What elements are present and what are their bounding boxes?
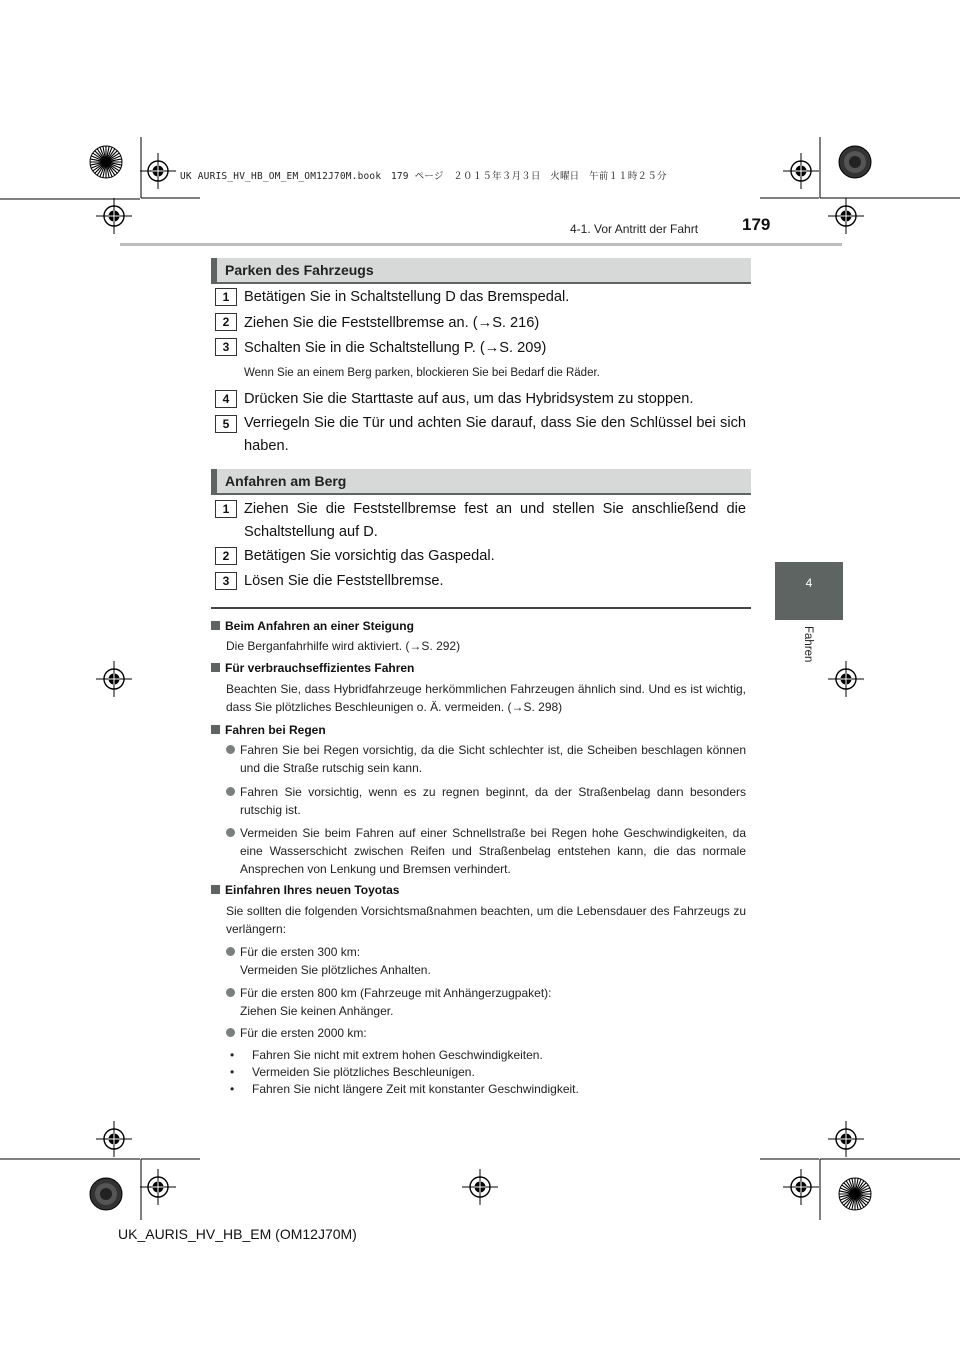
bullet-dot-icon: • [230,1082,235,1096]
section-title: 4-1. Vor Antritt der Fahrt [570,222,699,236]
bullet-dot-icon [226,787,235,796]
bullet-text: Fahren Sie bei Regen vorsichtig, da die Sicht schlechter ist, die Scheiben beschlagen können und die Straße rutschig sein kann. [240,743,746,775]
section-heading-parking [211,258,751,284]
bullet-dot-icon [226,745,235,754]
bullet-item [226,741,746,777]
step-text: Drücken Sie die Starttaste auf aus, um das Hybridsystem zu stoppen. [244,391,694,407]
bullet-dot-icon [226,988,235,997]
parking-note: Wenn Sie an einem Berg parken, blockieren Sie bei Bedarf die Räder. [244,367,600,379]
info-title-text: Beim Anfahren an einer Steigung [225,619,414,633]
heading-text: Anfahren am Berg [225,473,347,489]
bullet-item [226,783,746,819]
step-number: 2 [215,547,237,565]
step-number: 3 [215,338,237,356]
chapter-label: Fahren [802,626,814,663]
step-text: Ziehen Sie die Feststellbremse fest an und stellen Sie anschließend die Schaltstellung auf D. [244,501,746,540]
bullet-dot-icon: • [230,1048,235,1062]
step-text: Lösen Sie die Feststellbremse. [244,573,444,589]
footer-code: UK_AURIS_HV_HB_EM (OM12J70M) [118,1226,357,1242]
step-number: 1 [215,288,237,306]
info-title [211,619,414,633]
info-title [211,723,326,737]
square-bullet-icon [211,621,220,630]
step-text: Schalten Sie in die Schaltstellung P. (→S. 209) [244,340,547,356]
step-text: Verriegeln Sie die Tür und achten Sie darauf, dass Sie den Schlüssel bei sich haben. [244,415,746,454]
bullet-text: Vermeiden Sie beim Fahren auf einer Schnellstraße bei Regen hohe Geschwindigkeiten, da eine Wasserschicht zwischen Reifen und Straßenbelag entstehen kann, die das normale Ansprechen von Lenkung und Bremsen verhindert. [240,826,746,876]
file-stamp: UK AURIS_HV_HB_OM_EM_OM12J70M.book 179 ページ ２０１５年３月３日 火曜日 午前１１時２５分 [180,171,667,182]
step-number: 4 [215,390,237,408]
step-text: Ziehen Sie die Feststellbremse an. (→S. 216) [244,315,540,331]
page-number: 179 [742,215,771,234]
info-text: Sie sollten die folgenden Vorsichtsmaßnahmen beachten, um die Lebensdauer des Fahrzeugs zu verlängern: [226,904,746,936]
step-number: 5 [215,415,237,433]
step-text: Betätigen Sie vorsichtig das Gaspedal. [244,548,495,564]
sub-item-text: Fahren Sie nicht längere Zeit mit konstanter Geschwindigkeit. [252,1082,579,1096]
bullet-text: Für die ersten 300 km: [240,945,361,959]
chapter-number: 4 [805,576,813,590]
info-title-text: Fahren bei Regen [225,723,326,737]
square-bullet-icon [211,885,220,894]
step-number: 2 [215,313,237,331]
info-title [211,883,399,897]
section-divider [211,607,751,609]
chapter-tab [775,562,843,620]
sub-list-item [230,1047,750,1064]
bullet-dot-icon [226,947,235,956]
sub-list-item [230,1064,750,1081]
info-title [211,661,414,675]
bullet-text: Für die ersten 2000 km: [240,1026,367,1040]
section-heading-hill-start [211,469,751,495]
bullet-text: Ziehen Sie keinen Anhänger. [240,1004,394,1018]
info-title-text: Für verbrauchseffizientes Fahren [225,661,415,675]
info-text: Beachten Sie, dass Hybridfahrzeuge herkömmlichen Fahrzeugen ähnlich sind. Und es ist wichtig, dass Sie plötzliches Beschleunigen o. Ä. vermeiden. (→S. 298) [226,682,746,714]
heading-text: Parken des Fahrzeugs [225,262,374,278]
step-text: Betätigen Sie in Schaltstellung D das Bremspedal. [244,289,570,305]
info-text: Die Berganfahrhilfe wird aktiviert. (→S. 292) [226,639,461,653]
header-rule [120,243,842,246]
bullet-dot-icon [226,1028,235,1037]
step-number: 1 [215,500,237,518]
bullet-text: Für die ersten 800 km (Fahrzeuge mit Anhängerzugpaket): [240,986,552,1000]
step-number: 3 [215,572,237,590]
bullet-text: Vermeiden Sie plötzliches Anhalten. [240,963,431,977]
bullet-item [226,1024,746,1042]
bullet-dot-icon [226,828,235,837]
sub-item-text: Fahren Sie nicht mit extrem hohen Geschwindigkeiten. [252,1048,543,1062]
sub-list-item [230,1081,750,1098]
sub-item-text: Vermeiden Sie plötzliches Beschleunigen. [252,1065,475,1079]
bullet-item [226,984,746,1020]
bullet-item [226,943,746,979]
bullet-dot-icon: • [230,1065,235,1079]
square-bullet-icon [211,663,220,672]
square-bullet-icon [211,725,220,734]
bullet-text: Fahren Sie vorsichtig, wenn es zu regnen beginnt, da der Straßenbelag dann besonders rutschig ist. [240,785,746,817]
info-title-text: Einfahren Ihres neuen Toyotas [225,883,400,897]
bullet-item [226,824,746,878]
